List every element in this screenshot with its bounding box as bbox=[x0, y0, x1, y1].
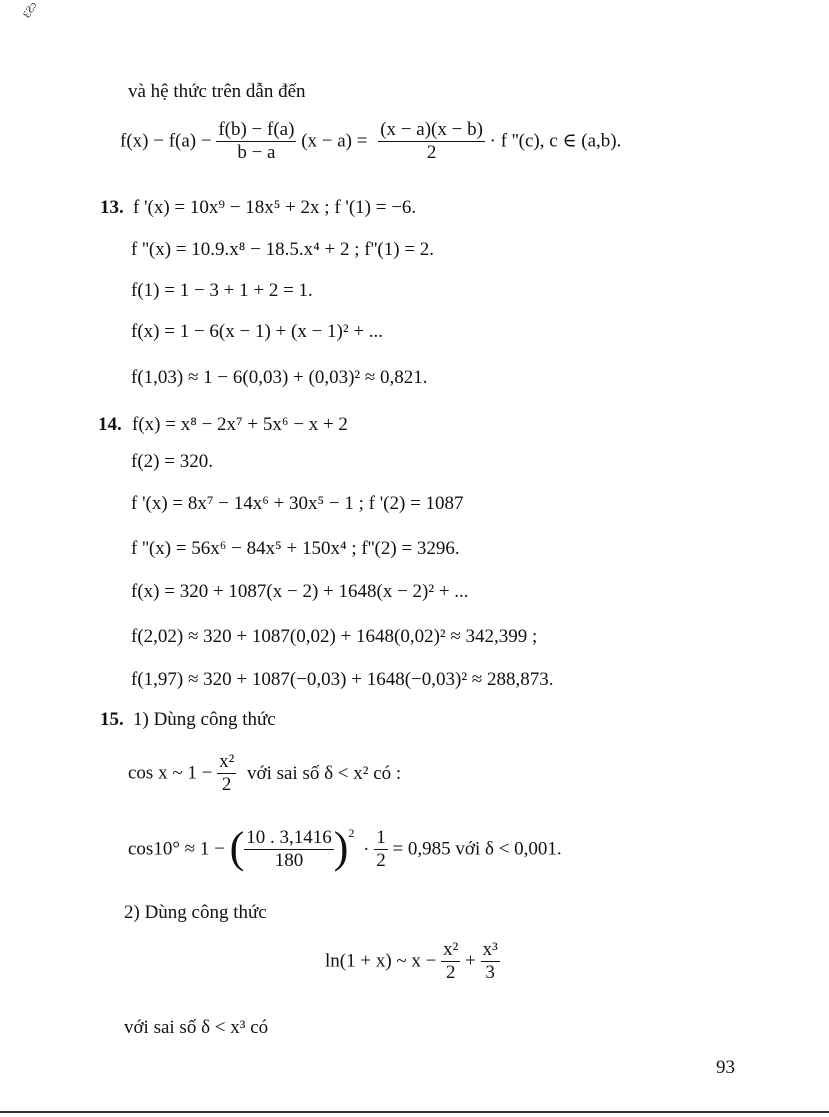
p14-line-3: f '(x) = 8x⁷ − 14x⁶ + 30x⁵ − 1 ; f '(2) = 1087 bbox=[131, 493, 464, 514]
taylor-frac1 bbox=[216, 120, 296, 165]
cos10-frac-den: 180 bbox=[274, 849, 304, 871]
p15-part2-heading: 2) Dùng công thức bbox=[124, 902, 267, 923]
right-paren: ) bbox=[333, 823, 349, 873]
cos10-frac-num: 10 . 3,1416 bbox=[246, 827, 332, 848]
ln-frac1-num: x² bbox=[443, 939, 459, 960]
p13-line-1: f '(x) = 10x⁹ − 18x⁵ + 2x ; f '(1) = −6. bbox=[133, 197, 417, 218]
cos-approx-formula bbox=[128, 752, 401, 797]
cos10-right: = 0,985 với δ < 0,001. bbox=[392, 838, 562, 860]
p14-line-1: f(x) = x⁸ − 2x⁷ + 5x⁶ − x + 2 bbox=[132, 414, 348, 435]
cos-frac-num: x² bbox=[219, 751, 235, 772]
p14-line-5: f(x) = 320 + 1087(x − 2) + 1648(x − 2)² + ... bbox=[131, 581, 469, 602]
p14-line-4: f ''(x) = 56x⁶ − 84x⁵ + 150x⁴ ; f''(2) = 3296. bbox=[131, 538, 460, 559]
p13-line-4: f(x) = 1 − 6(x − 1) + (x − 1)² + ... bbox=[131, 321, 384, 342]
taylor-left: f(x) − f(a) − bbox=[120, 130, 212, 152]
taylor-frac2-num: (x − a)(x − b) bbox=[380, 119, 483, 140]
cos10-left: cos10° ≈ 1 − bbox=[128, 838, 225, 860]
problem-13-number: 13. bbox=[100, 197, 124, 218]
ln-plus: + bbox=[465, 950, 476, 972]
problem-14-number: 14. bbox=[98, 414, 122, 435]
cos10-computation bbox=[128, 823, 562, 873]
taylor-equation bbox=[120, 120, 621, 165]
page-number: 93 bbox=[716, 1057, 735, 1078]
p13-line-2: f ''(x) = 10.9.x⁸ − 18.5.x⁴ + 2 ; f''(1) = 2. bbox=[131, 239, 435, 260]
ln-frac1 bbox=[441, 940, 460, 985]
left-paren: ( bbox=[229, 823, 245, 873]
taylor-frac2-den: 2 bbox=[426, 141, 437, 163]
ln-left: ln(1 + x) ~ x − bbox=[325, 950, 437, 972]
p14-line-7: f(1,97) ≈ 320 + 1087(−0,03) + 1648(−0,03)² ≈ 288,873. bbox=[131, 669, 554, 690]
cos10-frac bbox=[244, 828, 334, 873]
p15-part1-heading: 1) Dùng công thức bbox=[133, 709, 276, 730]
bottom-rule bbox=[0, 1111, 829, 1113]
ln-frac2-den: 3 bbox=[485, 961, 495, 983]
ln-approx-formula bbox=[325, 940, 500, 985]
cos10-half-den: 2 bbox=[376, 849, 386, 871]
cos-right: với sai số δ < x² có : bbox=[247, 762, 402, 784]
p13-line-3: f(1) = 1 − 3 + 1 + 2 = 1. bbox=[131, 280, 313, 301]
p13-line-5: f(1,03) ≈ 1 − 6(0,03) + (0,03)² ≈ 0,821. bbox=[131, 367, 428, 388]
cos-left: cos x ~ 1 − bbox=[128, 762, 213, 784]
taylor-right: · f ''(c), c ∈ (a,b). bbox=[489, 130, 622, 152]
ln-frac1-den: 2 bbox=[446, 961, 456, 983]
p14-line-6: f(2,02) ≈ 320 + 1087(0,02) + 1648(0,02)² ≈ 342,399 ; bbox=[131, 626, 538, 647]
p14-line-2: f(2) = 320. bbox=[131, 451, 213, 472]
taylor-frac2 bbox=[378, 120, 485, 165]
taylor-frac1-den: b − a bbox=[237, 141, 276, 163]
cos-frac-den: 2 bbox=[221, 773, 232, 795]
cos10-half bbox=[374, 828, 388, 873]
cos10-dot: · bbox=[363, 838, 370, 860]
ln-frac2 bbox=[481, 940, 500, 985]
cos-frac bbox=[217, 752, 236, 797]
p15-last-line: với sai số δ < x³ có bbox=[124, 1017, 269, 1038]
ln-frac2-num: x³ bbox=[482, 939, 498, 960]
cos10-square: 2 bbox=[348, 825, 355, 840]
problem-15-number: 15. bbox=[100, 709, 124, 730]
taylor-mid: (x − a) = bbox=[301, 130, 368, 152]
intro-line: và hệ thức trên dẫn đến bbox=[128, 81, 306, 102]
taylor-frac1-num: f(b) − f(a) bbox=[218, 119, 295, 140]
corner-mark: ƐƧɔ bbox=[20, 0, 40, 21]
cos10-half-num: 1 bbox=[376, 827, 386, 848]
